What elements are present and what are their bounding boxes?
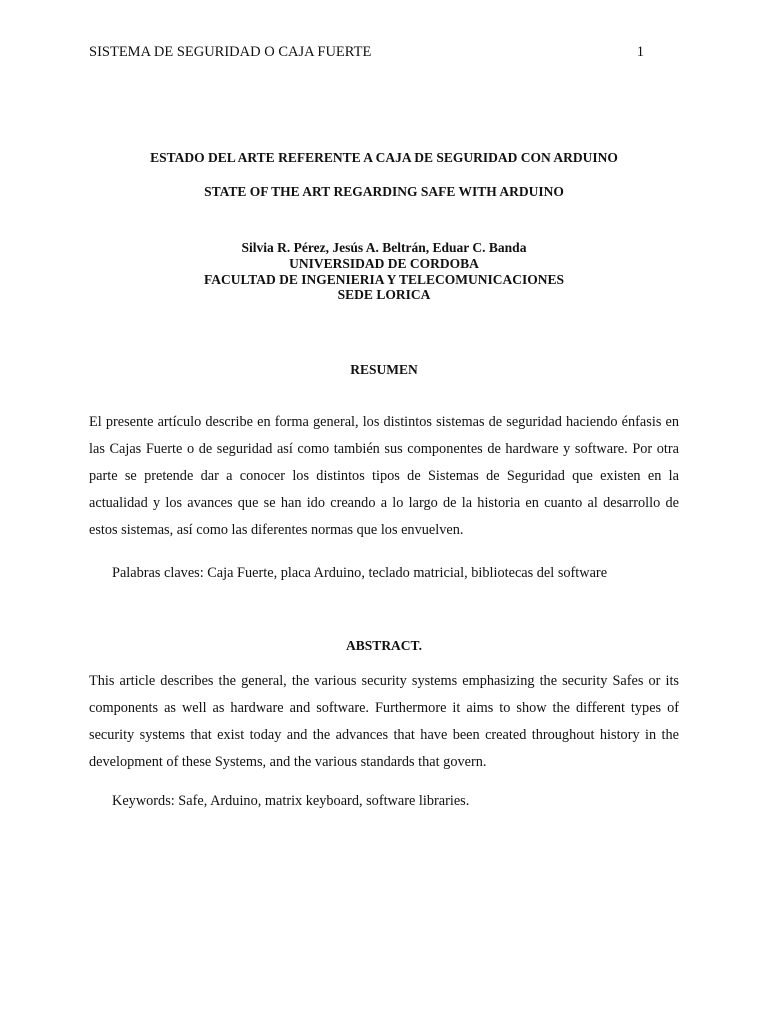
resumen-body: El presente artículo describe en forma general, los distintos sistemas de seguridad haciendo énfasis en las Cajas Fuerte o de seguridad así como también sus componentes de hardware y software. Por otra parte se pretende dar a conocer los distintos tipos de Sistemas de Seguridad que existen en la actualidad y los avances que se han ido creando a lo largo de la historia en cuanto al desarrollo de estos sistemas, así como las diferentes normas que los envuelven.	[89, 414, 679, 538]
palabras-claves: Palabras claves: Caja Fuerte, placa Arduino, teclado matricial, bibliotecas del software	[112, 565, 608, 581]
campus-name: SEDE LORICA	[337, 287, 431, 303]
faculty-name: FACULTAD DE INGENIERIA Y TELECOMUNICACIONES	[203, 271, 565, 287]
resumen-heading: RESUMEN	[350, 362, 418, 377]
keywords-english: Keywords: Safe, Arduino, matrix keyboard, software libraries.	[112, 793, 470, 809]
running-header	[89, 44, 644, 61]
university-name: UNIVERSIDAD DE CORDOBA	[289, 255, 479, 271]
author-block	[0, 240, 768, 303]
page-number: 1	[636, 44, 644, 60]
abstract-body: This article describes the general, the various security systems emphasizing the security Safes or its components as well as hardware and software. Furthermore it aims to show the different types of security systems that exist today and the advances that have been created throughout history in the development of these Systems, and the various standards that govern.	[89, 673, 679, 770]
title-spanish: ESTADO DEL ARTE REFERENTE A CAJA DE SEGURIDAD CON ARDUINO	[150, 150, 618, 165]
title-english: STATE OF THE ART REGARDING SAFE WITH ARDUINO	[204, 184, 564, 199]
running-title: SISTEMA DE SEGURIDAD O CAJA FUERTE	[89, 44, 372, 60]
abstract-heading: ABSTRACT.	[346, 638, 422, 653]
author-names: Silvia R. Pérez, Jesús A. Beltrán, Eduar C. Banda	[241, 240, 527, 255]
